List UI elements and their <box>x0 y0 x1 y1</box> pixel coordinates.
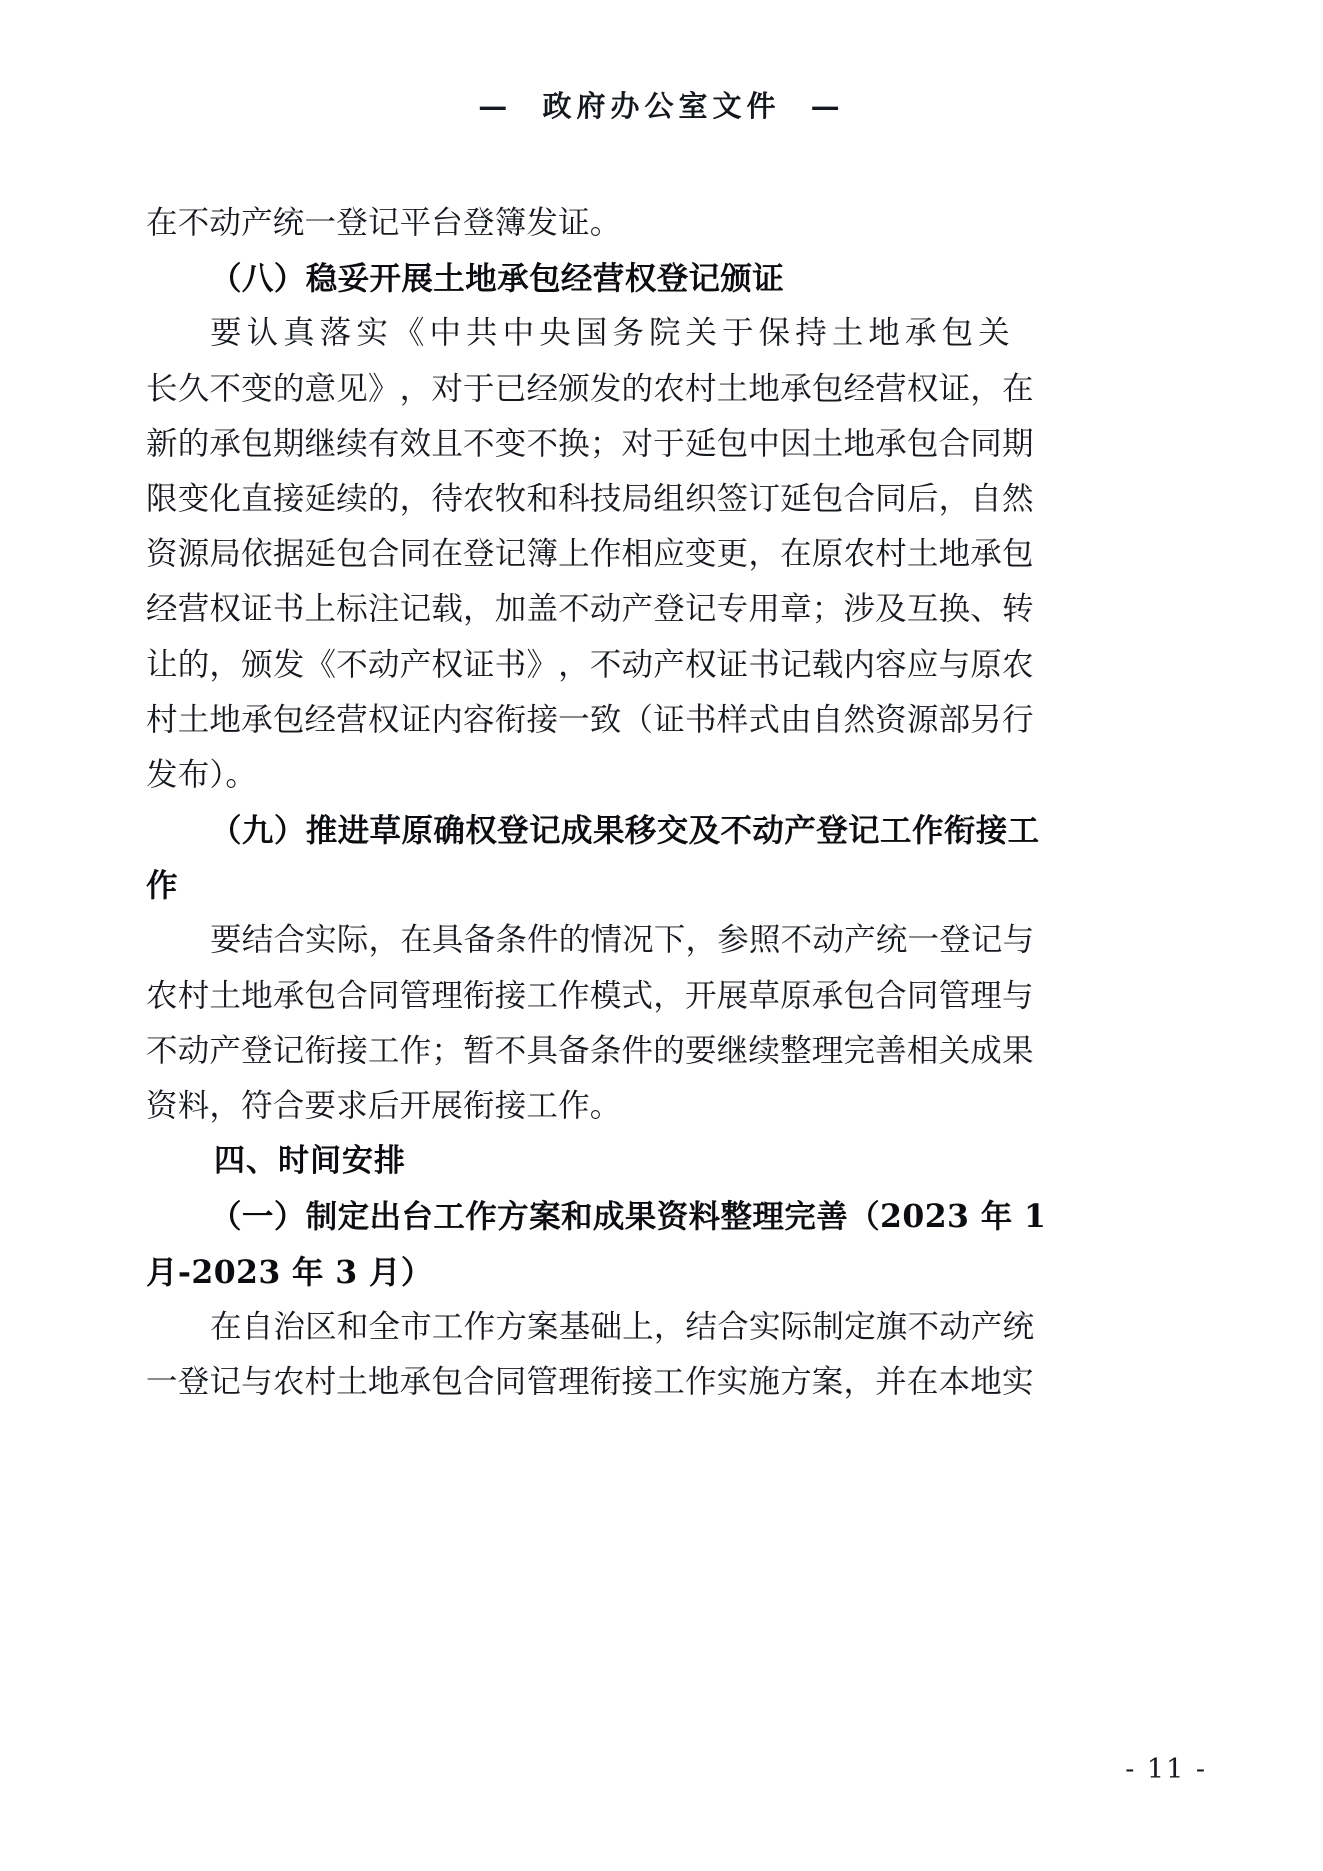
body-line: 农 村 土 地 承 包 合 同 管 理 衔 接 工 作 模 式 ， 开 展 草 原 承 包 合 同 管 理 与 <box>146 977 1034 1014</box>
page-number: - 11 - <box>1125 1754 1207 1785</box>
heading-section-4: 四、时间安排 <box>214 1143 406 1180</box>
document-body <box>146 196 1047 1410</box>
body-line: 资 源 局 依 据 延 包 合 同 在 登 记 簿 上 作 相 应 变 更 ， 在 原 农 村 土 地 承 包 <box>146 536 1034 573</box>
body-line: 要 结 合 实 际 ， 在 具 备 条 件 的 情 况 下 ， 参 照 不 动 产 统 一 登 记 与 <box>210 922 1035 959</box>
heading-section-4-1-cont: 月-2023 年 3 月） <box>146 1253 433 1291</box>
body-line: 发布）。 <box>146 756 258 793</box>
body-line: 长 久 不 变 的 意 见 》 ， 对 于 已 经 颁 发 的 农 村 土 地 承 包 经 营 权 证 ， 在 <box>146 370 1034 407</box>
body-line: 资料，符合要求后开展衔接工作。 <box>146 1088 622 1124</box>
body-line: 让 的 ， 颁 发 《 不 动 产 权 证 书 》 ， 不 动 产 权 证 书 记 载 内 容 应 与 原 农 <box>146 646 1034 683</box>
body-line: 限 变 化 直 接 延 续 的 ， 待 农 牧 和 科 技 局 组 织 签 订 延 包 合 同 后 ， 自 然 <box>146 480 1034 517</box>
body-line: 在不动产统一登记平台登簿发证。 <box>146 205 622 241</box>
body-line: 在 自 治 区 和 全 市 工 作 方 案 基 础 上 ， 结 合 实 际 制 定 旗 不 动 产 统 <box>210 1308 1035 1345</box>
body-line: 要 认 真 落 实 《 中 共 中 央 国 务 院 关 于 保 持 土 地 承 包 关 <box>210 315 1010 352</box>
body-line: 不 动 产 登 记 衔 接 工 作 ； 暂 不 具 备 条 件 的 要 继 续 整 理 完 善 相 关 成 果 <box>146 1032 1034 1069</box>
heading-section-4-1: （ 一 ） 制 定 出 台 工 作 方 案 和 成 果 资 料 整 理 完 善 （ 2 0 2 3 年 1 <box>210 1198 1047 1236</box>
document-header-title: — 政府办公室文件 — <box>478 89 845 123</box>
body-line: 新 的 承 包 期 继 续 有 效 且 不 变 不 换 ； 对 于 延 包 中 因 土 地 承 包 合 同 期 <box>146 425 1034 462</box>
heading-section-9: （ 九 ） 推 进 草 原 确 权 登 记 成 果 移 交 及 不 动 产 登 记 工 作 衔 接 工 <box>210 812 1040 850</box>
body-line: 经 营 权 证 书 上 标 注 记 载 ， 加 盖 不 动 产 登 记 专 用 章 ； 涉 及 互 换 、 转 <box>146 591 1034 628</box>
heading-section-8: （八）稳妥开展土地承包经营权登记颁证 <box>210 260 785 298</box>
body-line: 村 土 地 承 包 经 营 权 证 内 容 衔 接 一 致 （ 证 书 样 式 由 自 然 资 源 部 另 行 <box>146 701 1034 738</box>
body-line: 一 登 记 与 农 村 土 地 承 包 合 同 管 理 衔 接 工 作 实 施 方 案 ， 并 在 本 地 实 <box>146 1363 1034 1400</box>
heading-section-9-cont: 作 <box>146 867 178 905</box>
